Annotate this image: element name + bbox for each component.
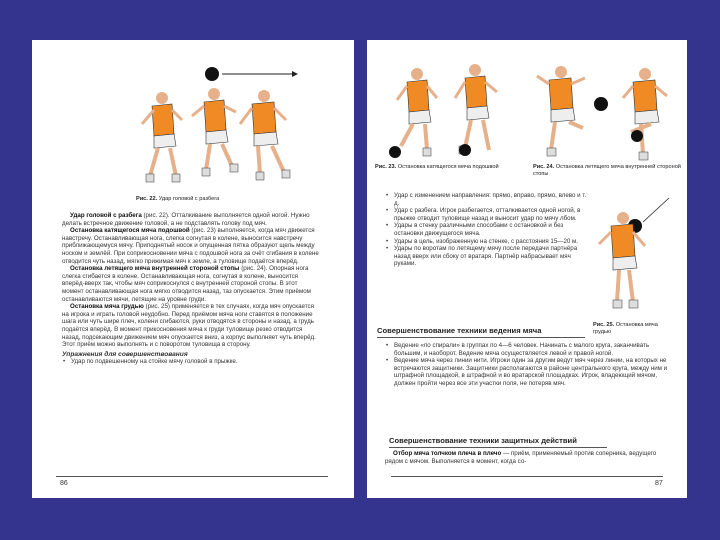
figure-22-caption [136, 196, 219, 203]
right-last-paragraph [385, 450, 675, 465]
right-mid-exercises [385, 342, 675, 388]
list-item: • Удар с разбега. Игрок разбегается, отталкивается одной ногой, в прыжке отводит туловище назад и выносит удар по мячу лбом. [385, 207, 587, 222]
figure-22-number: Рис. 22. [136, 196, 158, 202]
section-defense-title: Совершенствование техники защитных действий [389, 436, 577, 445]
list-item: • Удары по воротам по летящему мячу после передачи партнёра назад вверх или сбоку от вратаря. Партнёр набрасывает мяч руками. [385, 245, 587, 268]
exercises-title: Упражнения для совершенствования [62, 350, 188, 358]
right-top-exercises [385, 192, 587, 268]
left-body-text [62, 212, 320, 366]
figure-23-illustration [375, 58, 515, 162]
list-item: • Ведение мяча через линии нити. Игроки один за другим ведут мяч через линии, на которых не встречаются защитники. Защитники располагаются в районе центрального круга, между ним и штрафной площадкой, в штрафной и во вратарской площадках. Игрок, владеющий мячом, должен пройти через все эти участки поля, не потеряв мяч. [385, 357, 675, 387]
top-exercise-list [385, 192, 587, 268]
paragraph-chest-stop: Остановка мяча грудью (рис. 25) применяется в тех случаях, когда мяч опускается на игрока и играть головой неудобно. Перед приёмом мяча ноги ставятся в положение шага или чуть шире плеч, колени сгибаются, руки отводятся в стороны и назад, а грудь подаётся вперёд. В момент прикосновения мяча к груди туловище резко отводится назад, подсекающим движением мяч опускается вниз, а корпус выполняет чуть вперёд. Этот приём можно выполнять и с поворотом туловища в сторону. [62, 303, 316, 349]
figure-23-caption [375, 164, 511, 171]
right-page [367, 40, 687, 498]
left-footer-rule [56, 476, 328, 477]
left-exercise-list [62, 358, 320, 366]
figure-24-title: Остановка летящего мяча внутренней стороной стопы [533, 164, 681, 177]
paragraph-inside-foot-stop: Остановка летящего мяча внутренней стороной стопы (рис. 24). Опорная нога слегка сгибается в колене. Останавливающая нога, согнутая в колене, выносится вперёд-вверх так, чтобы мяч соприкоснулся с внутренней стороной стопы. В этот момент останавливающая нога мягко отводится назад, таз опускается. Этим приёмом останавливаются мячи, летящие на уровне груди. [62, 265, 311, 303]
list-item: • Удары в стенку различными способами с остановкой и без остановки движущегося мяча. [385, 222, 587, 237]
list-item: • Удары в цель, изображенную на стенке, с расстояния 15—20 м. [385, 238, 587, 246]
figure-24-illustration [527, 52, 677, 162]
figure-22-title: Удар головой с разбега [158, 196, 220, 202]
section-dribbling-title: Совершенствование техники ведения мяча [377, 326, 542, 335]
right-footer-rule [391, 476, 663, 477]
left-page-number: 86 [60, 480, 68, 487]
right-page-number: 87 [655, 480, 663, 487]
section-dribbling-rule [377, 337, 585, 338]
paragraph-sole-stop: Остановка катящегося мяча подошвой (рис. 23) выполняется, когда мяч движется навстречу. Останавливающая нога, слегка согнутая в колене, выносится навстречу приближающемуся мячу. Приподнятый носок и опущенная пятка образуют щель между носком и землёй. При соприкосновении мяча с подошвой нога за счёт сгибания в колене отводится чуть назад, мягко прижимая мяч к земле, а туловище подаётся вперёд. [62, 227, 319, 265]
figure-24-caption [533, 164, 683, 177]
left-page [32, 40, 354, 498]
dribbling-exercise-list [385, 342, 675, 388]
figure-23-title: Остановка катящегося мяча подошвой [397, 164, 499, 170]
figure-25-number: Рис. 25. [593, 322, 615, 328]
paragraph-header-run: Удар головой с разбега (рис. 22). Отталкивание выполняется одной ногой. Нужно делать встречное движение головой, а не подставлять голову под мяч. [62, 212, 310, 227]
figure-25-illustration [593, 196, 671, 316]
figure-25-title: Остановка мяча грудью [593, 322, 658, 335]
figure-25-caption [593, 322, 675, 335]
figure-23-number: Рис. 23. [375, 164, 397, 170]
figure-24-number: Рис. 24. [533, 164, 555, 170]
list-item: • Удар с изменением направления: прямо, вправо, прямо, влево и т. д. [385, 192, 587, 207]
figure-22-illustration [120, 62, 320, 192]
section-defense-rule [389, 447, 607, 448]
list-item: • Удар по подвешенному на стойке мячу головой в прыжке. [62, 358, 320, 366]
paragraph-shoulder-tackle: Отбор мяча толчком плеча в плечо — приём, применяемый против соперника, ведущего рядом с мячом. Выполняется в момент, когда со- [385, 450, 657, 465]
list-item: • Ведение «по спирали» в группах по 4—6 человек. Начинать с малого круга, заканчивать большим, и наоборот. Ведение мяча осуществляется левой и правой ногой. [385, 342, 675, 357]
